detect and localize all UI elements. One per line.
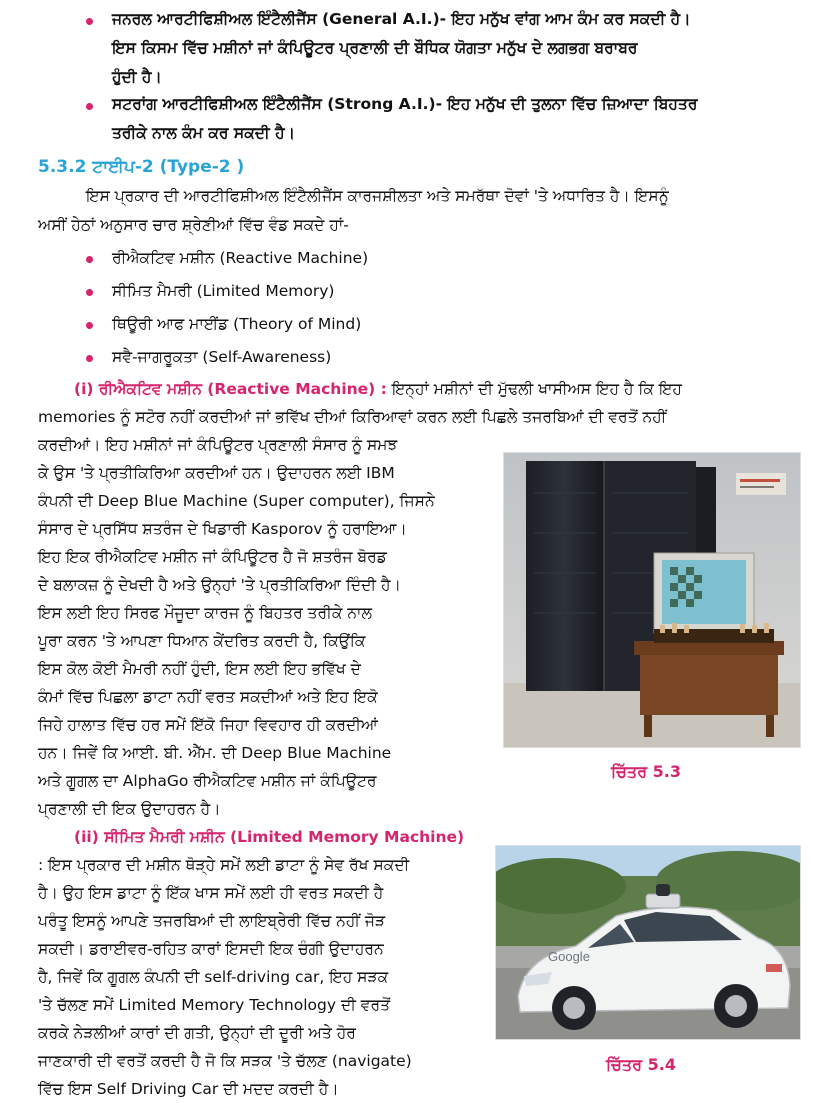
- bullet-dot: [86, 103, 93, 110]
- reactive-line: ਕੇ ਉਸ 'ਤੇ ਪ੍ਰਤੀਕਿਰਿਆ ਕਰਦੀਆਂ ਹਨ। ਉਦਾਹਰਨ ਲਈ IBM: [38, 464, 395, 482]
- reactive-line: ਦੇ ਬਲਾਕਜ਼ ਨੂੰ ਦੇਖਦੀ ਹੈ ਅਤੇ ਉਨ੍ਹਾਂ 'ਤੇ ਪ੍ਰਤੀਕਿਰਿਆ ਦਿੰਦੀ ਹੈ।: [38, 576, 401, 594]
- general-ai-line-3: ਹੁੰਦੀ ਹੈ।: [112, 68, 162, 86]
- bullet-dot: [86, 289, 93, 296]
- limited-line: ਜਾਣਕਾਰੀ ਦੀ ਵਰਤੋਂ ਕਰਦੀ ਹੈ ਜੋ ਕਿ ਸੜਕ 'ਤੇ ਚੱਲਣ (navigate): [38, 1052, 412, 1070]
- figure-deep-blue: [503, 452, 801, 748]
- bullet-dot: [86, 256, 93, 263]
- reactive-first-line-rest: ਇਨ੍ਹਾਂ ਮਸ਼ੀਨਾਂ ਦੀ ਮੁੱਢਲੀ ਖਾਸੀਅਸ ਇਹ ਹੈ ਕਿ ਇਹ: [391, 380, 682, 398]
- section-heading: 5.3.2 ਟਾਈਪ-2 (Type-2 ): [38, 157, 245, 177]
- figure-caption-5-4: ਚਿੱਤਰ 5.4: [606, 1055, 677, 1074]
- category-reactive: ਰੀਐਕਟਿਵ ਮਸ਼ੀਨ (Reactive Machine): [112, 249, 369, 267]
- intro-line-2: ਅਸੀਂ ਹੇਠਾਂ ਅਨੁਸਾਰ ਚਾਰ ਸ਼੍ਰੇਣੀਆਂ ਵਿੱਚ ਵੰਡ ਸਕਦੇ ਹਾਂ-: [38, 216, 349, 234]
- deep-blue-illustration: [504, 453, 800, 747]
- limited-line: ਸਕਦੀ। ਡਰਾਈਵਰ-ਰਹਿਤ ਕਾਰਾਂ ਇਸਦੀ ਇਕ ਚੰਗੀ ਉਦਾਹਰਨ: [38, 940, 384, 958]
- limited-title: [74, 826, 464, 848]
- car-brand-logo: Google: [548, 949, 590, 964]
- category-theory-of-mind: ਥਿਊਰੀ ਆਫ ਮਾਈਂਡ (Theory of Mind): [112, 315, 362, 333]
- reactive-line: ਇਸ ਕੋਲ ਕੋਈ ਮੈਮਰੀ ਨਹੀਂ ਹੁੰਦੀ, ਇਸ ਲਈ ਇਹ ਭਵਿੱਖ ਦੇ: [38, 660, 361, 678]
- limited-line: ਹੈ, ਜਿਵੇਂ ਕਿ ਗੂਗਲ ਕੰਪਨੀ ਦੀ self-driving car, ਇਹ ਸੜਕ: [38, 968, 389, 986]
- limited-line: ਕਰਕੇ ਨੇੜਲੀਆਂ ਕਾਰਾਂ ਦੀ ਗਤੀ, ਉਨ੍ਹਾਂ ਦੀ ਦੂਰੀ ਅਤੇ ਹੋਰ: [38, 1024, 356, 1042]
- reactive-line: ਹਨ। ਜਿਵੇਂ ਕਿ ਆਈ. ਬੀ. ਐੱਮ. ਦੀ Deep Blue Machine: [38, 744, 392, 762]
- general-ai-line-2: ਇਸ ਕਿਸਮ ਵਿੱਚ ਮਸ਼ੀਨਾਂ ਜਾਂ ਕੰਪਿਊਟਰ ਪ੍ਰਣਾਲੀ ਦੀ ਬੌਧਿਕ ਯੋਗਤਾ ਮਨੁੱਖ ਦੇ ਲਗਭਗ ਬਰਾਬਰ: [112, 39, 638, 57]
- strong-ai-line-1: ਸਟਰਾਂਗ ਆਰਟੀਫਿਸ਼ੀਅਲ ਇੰਟੈਲੀਜੈਂਸ (Strong A.I.)- ਇਹ ਮਨੁੱਖ ਦੀ ਤੁਲਨਾ ਵਿੱਚ ਜ਼ਿਆਦਾ ਬਿਹਤਰ: [112, 95, 698, 113]
- bullet-dot: [86, 322, 93, 329]
- reactive-line: ਕੰਮਾਂ ਵਿੱਚ ਪਿਛਲਾ ਡਾਟਾ ਨਹੀਂ ਵਰਤ ਸਕਦੀਆਂ ਅਤੇ ਇਹ ਇਕੋ: [38, 688, 378, 706]
- category-limited-memory: ਸੀਮਿਤ ਮੈਮਰੀ (Limited Memory): [112, 282, 335, 300]
- bullet-dot: [86, 18, 93, 25]
- limited-line: 'ਤੇ ਚੱਲਣ ਸਮੇਂ Limited Memory Technology ਦੀ ਵਰਤੋਂ: [38, 996, 391, 1014]
- limited-line: : ਇਸ ਪ੍ਰਕਾਰ ਦੀ ਮਸ਼ੀਨ ਥੋੜ੍ਹੇ ਸਮੇਂ ਲਈ ਡਾਟਾ ਨੂੰ ਸੇਵ ਰੱਖ ਸਕਦੀ: [38, 856, 410, 874]
- limited-title-text: (ii) ਸੀਮਿਤ ਮੈਮਰੀ ਮਸ਼ੀਨ (Limited Memory Machine): [74, 828, 465, 846]
- limited-line: ਪਰੰਤੂ ਇਸਨੂੰ ਆਪਣੇ ਤਜਰਬਿਆਂ ਦੀ ਲਾਇਬ੍ਰੇਰੀ ਵਿੱਚ ਨਹੀਂ ਜੋੜ: [38, 912, 386, 930]
- reactive-line: ਇਹ ਇਕ ਰੀਐਕਟਿਵ ਮਸ਼ੀਨ ਜਾਂ ਕੰਪਿਊਟਰ ਹੈ ਜੋ ਸ਼ਤਰੰਜ ਬੋਰਡ: [38, 548, 387, 566]
- bullet-dot: [86, 355, 93, 362]
- reactive-line: ਜਿਹੇ ਹਾਲਾਤ ਵਿੱਚ ਹਰ ਸਮੇਂ ਇੱਕੋ ਜਿਹਾ ਵਿਵਹਾਰ ਹੀ ਕਰਦੀਆਂ: [38, 716, 378, 734]
- general-ai-line-1: ਜਨਰਲ ਆਰਟੀਫਿਸ਼ੀਅਲ ਇੰਟੈਲੀਜੈਂਸ (General A.I.)- ਇਹ ਮਨੁੱਖ ਵਾਂਗ ਆਮ ਕੰਮ ਕਰ ਸਕਦੀ ਹੈ।: [112, 10, 691, 28]
- intro-line-1: ਇਸ ਪ੍ਰਕਾਰ ਦੀ ਆਰਟੀਫਿਸ਼ੀਅਲ ਇੰਟੈਲੀਜੈਂਸ ਕਾਰਜਸ਼ੀਲਤਾ ਅਤੇ ਸਮਰੱਥਾ ਦੋਵਾਂ 'ਤੇ ਅਧਾਰਿਤ ਹੈ। ਇਸਨੂੰ: [86, 187, 669, 205]
- limited-line: ਵਿੱਚ ਇਸ Self Driving Car ਦੀ ਮਦਦ ਕਰਦੀ ਹੈ।: [38, 1080, 339, 1098]
- reactive-line: ਇਸ ਲਈ ਇਹ ਸਿਰਫ ਮੌਜੂਦਾ ਕਾਰਜ ਨੂੰ ਬਿਹਤਰ ਤਰੀਕੇ ਨਾਲ: [38, 604, 372, 622]
- limited-line: ਹੈ। ਉਹ ਇਸ ਡਾਟਾ ਨੂੰ ਇੱਕ ਖਾਸ ਸਮੇਂ ਲਈ ਹੀ ਵਰਤ ਸਕਦੀ ਹੈ: [38, 884, 384, 902]
- strong-ai-line-2: ਤਰੀਕੇ ਨਾਲ ਕੰਮ ਕਰ ਸਕਦੀ ਹੈ।: [112, 124, 296, 142]
- reactive-line: ਕੰਪਨੀ ਦੀ Deep Blue Machine (Super computer), ਜਿਸਨੇ: [38, 492, 435, 510]
- reactive-line: ਅਤੇ ਗੂਗਲ ਦਾ AlphaGo ਰੀਐਕਟਿਵ ਮਸ਼ੀਨ ਜਾਂ ਕੰਪਿਊਟਰ: [38, 772, 377, 790]
- reactive-line: ਪੂਰਾ ਕਰਨ 'ਤੇ ਆਪਣਾ ਧਿਆਨ ਕੇਂਦਰਿਤ ਕਰਦੀ ਹੈ, ਕਿਉਂਕਿ: [38, 632, 366, 650]
- self-driving-car-illustration: [496, 846, 800, 1039]
- reactive-full-line: memories ਨੂੰ ਸਟੋਰ ਨਹੀਂ ਕਰਦੀਆਂ ਜਾਂ ਭਵਿੱਖ ਦੀਆਂ ਕਿਰਿਆਵਾਂ ਕਰਨ ਲਈ ਪਿਛਲੇ ਤਜਰਬਿਆਂ ਦੀ ਵਰਤੋਂ ਨਹੀਂ: [38, 408, 667, 426]
- reactive-title: (i) ਰੀਐਕਟਿਵ ਮਸ਼ੀਨ (Reactive Machine) :: [74, 380, 387, 398]
- figure-self-driving-car: [495, 845, 801, 1040]
- category-self-awareness: ਸਵੈ-ਜਾਗਰੂਕਤਾ (Self-Awareness): [112, 348, 332, 366]
- reactive-line: ਪ੍ਰਣਾਲੀ ਦੀ ਇਕ ਉਦਾਹਰਨ ਹੈ।: [38, 800, 221, 818]
- reactive-line: ਸੰਸਾਰ ਦੇ ਪ੍ਰਸਿੱਧ ਸ਼ਤਰੰਜ ਦੇ ਖਿਡਾਰੀ Kasporov ਨੂੰ ਹਰਾਇਆ।: [38, 520, 407, 538]
- figure-caption-5-3: ਚਿੱਤਰ 5.3: [611, 762, 682, 781]
- reactive-line: ਕਰਦੀਆਂ। ਇਹ ਮਸ਼ੀਨਾਂ ਜਾਂ ਕੰਪਿਊਟਰ ਪ੍ਰਣਾਲੀ ਸੰਸਾਰ ਨੂੰ ਸਮਝ: [38, 436, 398, 454]
- reactive-first-line: [74, 378, 682, 400]
